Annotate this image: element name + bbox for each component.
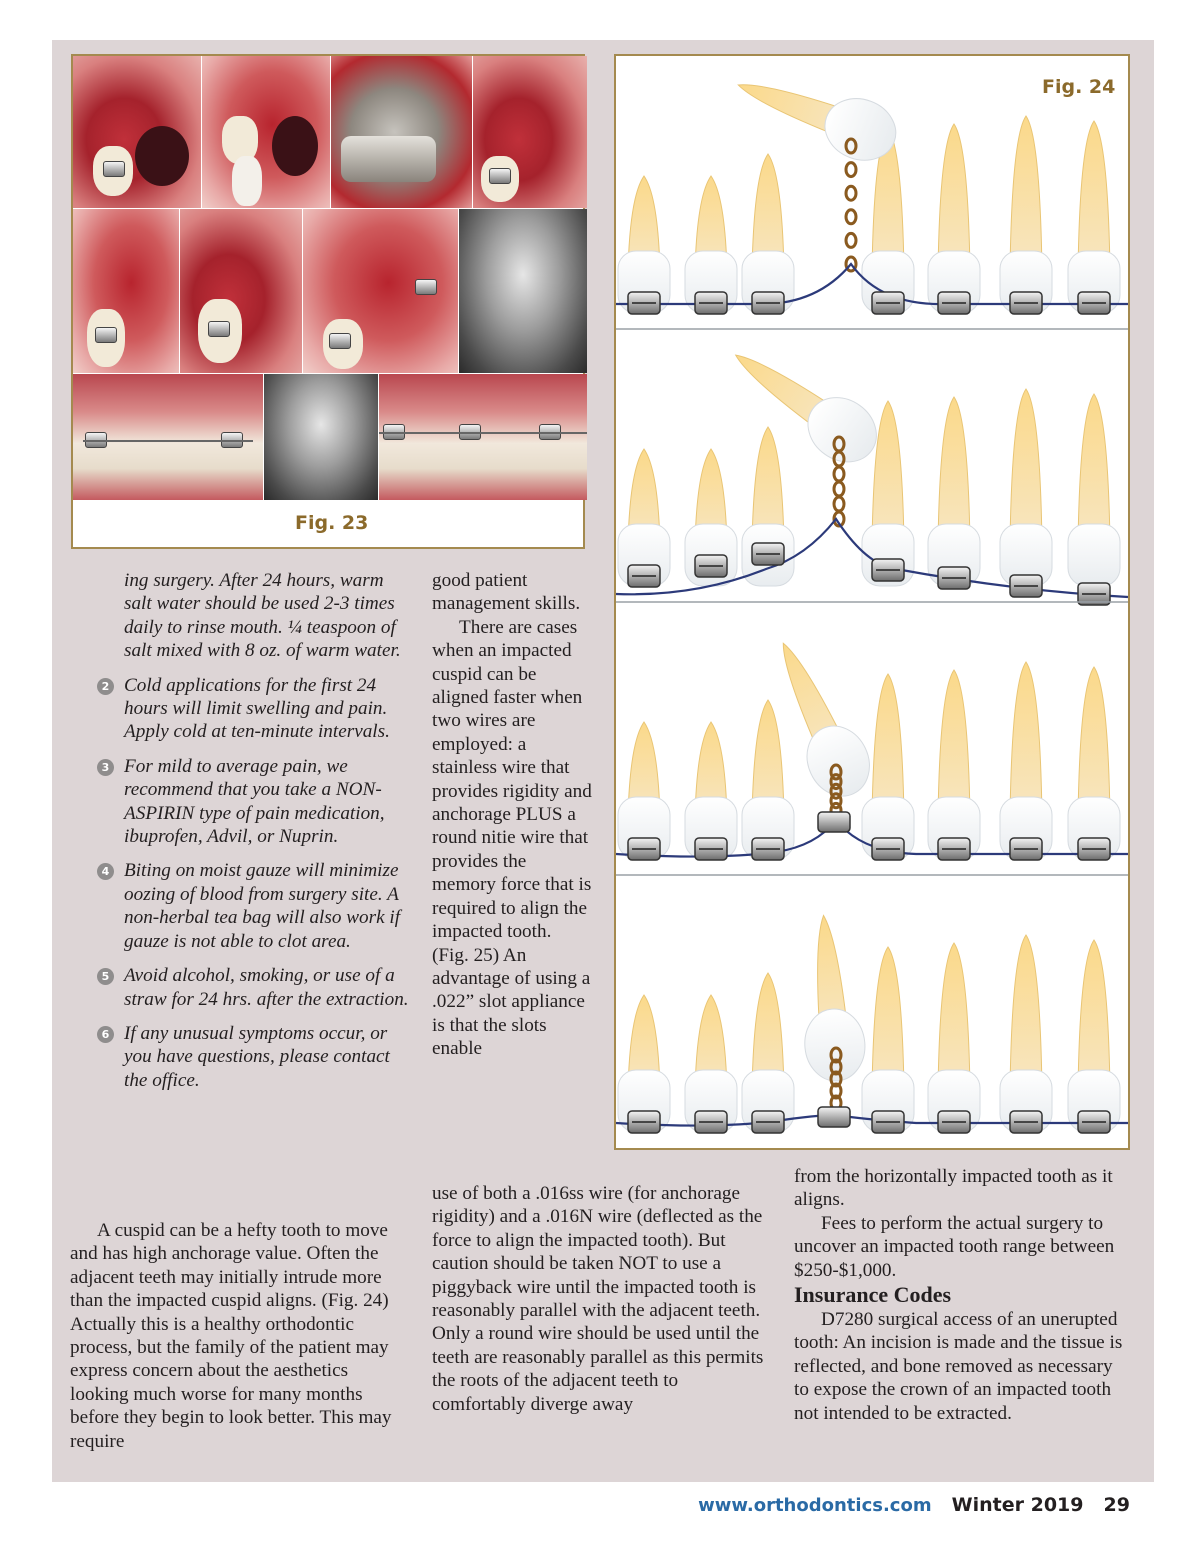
figure-23-label: Fig. 23 <box>295 512 369 534</box>
alignment-stage-panel <box>616 329 1128 605</box>
teeth-braces-photo <box>73 374 263 500</box>
instruction-text: Biting on moist gauze will minimize oozing of blood from surgery site. A non-herbal tea bag will also work if gauze is not able to clot area. <box>124 860 401 952</box>
surgical-photo <box>73 56 201 208</box>
surgical-photo <box>202 56 330 208</box>
figure-24-illustration <box>614 54 1130 1150</box>
body-paragraph: use of both a .016ss wire (for anchorage rigidity) and a .016N wire (deflected as the force to align the impacted tooth). But caution should be taken NOT to use a piggyback wire until the impacted tooth is reasonably parallel with the adjacent teeth. Only a round wire should be used until the teeth are reasonably parallel as this permits the roots of the adjacent teeth to comfortably diverge away <box>432 1183 764 1415</box>
alignment-stage-panel <box>616 875 1128 1133</box>
number-bullet: 4 <box>97 863 114 880</box>
instruction-item <box>97 859 412 953</box>
instruction-item <box>97 1022 412 1092</box>
number-bullet: 6 <box>97 1026 114 1043</box>
left-body-paragraph <box>70 1219 410 1453</box>
instruction-text: Avoid alcohol, smoking, or use of a straw for 24 hrs. after the extraction. <box>124 965 409 1010</box>
number-bullet: 3 <box>97 759 114 776</box>
instruction-item <box>97 674 412 744</box>
body-paragraph: There are cases when an impacted cuspid can be aligned faster when two wires are employed: a stainless wire that provides rigidity and anchorage PLUS a round nitie wire that provides the memory force that is required to align the impacted tooth. (Fig. 25) An advantage of using a .022” slot appliance is that the slots enable <box>432 616 592 1060</box>
number-bullet: 2 <box>97 678 114 695</box>
instruction-text: Cold applications for the first 24 hours will limit swelling and pain. Apply cold at ten-minute intervals. <box>124 674 390 743</box>
number-bullet: 5 <box>97 968 114 985</box>
body-paragraph: Fees to perform the actual surgery to uncover an impacted tooth range between $250-$1,000. <box>794 1212 1115 1281</box>
issue-label: Winter 2019 <box>951 1494 1084 1516</box>
body-paragraph: from the horizontally impacted tooth as it aligns. <box>794 1166 1113 1211</box>
instruction-item <box>97 964 412 1011</box>
website-link[interactable]: www.orthodontics.com <box>698 1495 932 1516</box>
surgical-photo <box>180 209 302 373</box>
alignment-stage-panel <box>616 602 1128 860</box>
page-footer <box>0 1494 1130 1516</box>
tooth-alignment-diagram <box>616 56 1128 1148</box>
page-number: 29 <box>1103 1494 1130 1516</box>
body-paragraph: A cuspid can be a hefty tooth to move and has high anchorage value. Often the adjacent teeth may initially intrude more than the impacted cuspid aligns. (Fig. 24) Actually this is a healthy orthodontic process, but the family of the patient may express concern about the aesthetics looking much worse for many months before they begin to look better. This may require <box>70 1220 392 1452</box>
surgical-photo <box>473 56 587 208</box>
post-op-instructions-list <box>97 569 412 1103</box>
body-paragraph: good patient management skills. <box>432 570 581 615</box>
instruction-text: For mild to average pain, we recommend that you take a NON-ASPIRIN type of pain medication, ibuprofen, Advil, or Nuprin. <box>124 755 385 848</box>
middle-wide-column <box>432 1182 772 1416</box>
surgical-drill-photo <box>331 56 472 208</box>
teeth-braces-photo <box>379 374 587 500</box>
figure-24-label: Fig. 24 <box>1042 76 1116 98</box>
surgical-photo <box>303 209 458 373</box>
figure-23-photo-collage <box>71 54 585 549</box>
section-heading: Insurance Codes <box>794 1282 952 1308</box>
right-column <box>794 1165 1130 1425</box>
surgical-photo <box>73 209 179 373</box>
instruction-text: If any unusual symptoms occur, or you have questions, please contact the office. <box>124 1022 390 1091</box>
middle-narrow-column <box>432 569 592 1061</box>
body-paragraph: D7280 surgical access of an unerupted tooth: An incision is made and the tissue is reflected, and bone removed as necessary to expose the crown of an impacted tooth not intended to be extracted. <box>794 1309 1123 1424</box>
instruction-text: ing surgery. After 24 hours, warm salt water should be used 2-3 times daily to rinse mouth. ¼ teaspoon of salt mixed with 8 oz. of warm water. <box>124 570 401 662</box>
xray-photo <box>264 374 378 500</box>
instruction-item <box>97 569 412 663</box>
instruction-item <box>97 755 412 849</box>
xray-photo <box>459 209 587 373</box>
